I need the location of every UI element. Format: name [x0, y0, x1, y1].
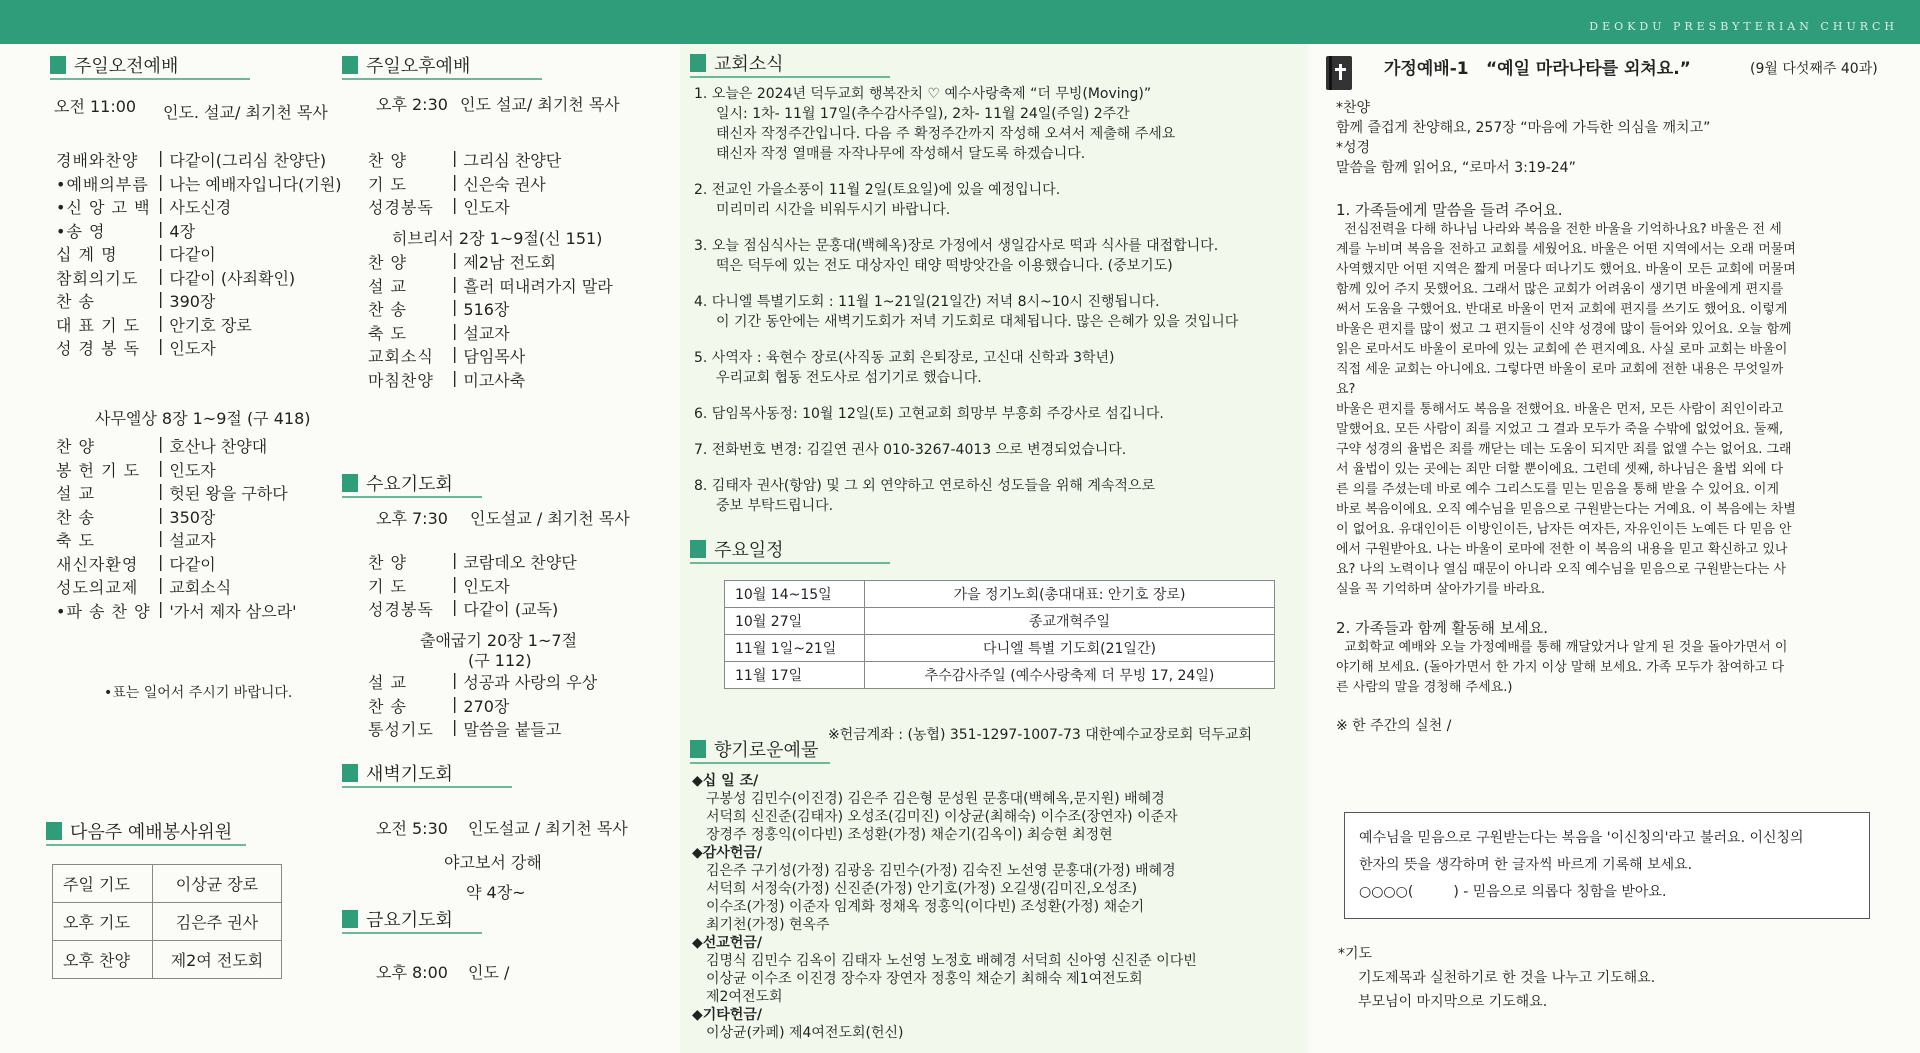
order-label: 새신자환영 — [56, 554, 139, 574]
order-label: 찬 양 — [368, 151, 407, 170]
offering-names: 이상균(카페) 제4여전도회(헌신) — [706, 1025, 904, 1041]
column-family-worship — [1308, 44, 1920, 1053]
order-label: 마침찬양 — [368, 370, 434, 390]
order-label: 설 교 — [368, 276, 407, 296]
section-marker-icon — [342, 474, 358, 492]
order-separator: | — [158, 242, 164, 261]
next-week-table — [52, 864, 282, 979]
section2-line: 른 사람의 말을 경청해 주세요.) — [1336, 680, 1513, 695]
offering-title: 향기로운예물 — [714, 740, 819, 761]
order-label: 기 도 — [368, 576, 407, 596]
news-item-title: 2. 전교인 가을소풍이 11월 2일(토요일)에 있을 예정입니다. — [694, 182, 1061, 198]
news-list — [694, 84, 1294, 532]
section1-line: 구약 성경의 율법은 죄를 깨닫는 데는 도움이 되지만 죄를 없앨 수는 없어요. 그래 — [1336, 442, 1792, 457]
order-separator: | — [158, 289, 164, 308]
order-separator: | — [452, 597, 458, 616]
news-title: 교회소식 — [714, 54, 784, 75]
order-value: 인도자 — [463, 576, 510, 596]
offering-names: 장경주 정홍익(이다빈) 조성환(가정) 채순기(김옥이) 최승현 최정현 — [706, 827, 1113, 843]
order-value: 4장 — [169, 221, 196, 241]
practice-box — [1344, 812, 1870, 919]
order-value: 그리심 찬양단 — [463, 151, 562, 170]
order-value: 흘러 떠내려가지 말라 — [463, 276, 613, 296]
order-item — [56, 434, 267, 457]
date-cell: 11월 17일 — [725, 662, 865, 689]
offering-group-title: ◆기타헌금/ — [692, 1007, 762, 1023]
order-separator: | — [452, 148, 458, 167]
order-separator: | — [452, 195, 458, 214]
wednesday-title: 수요기도회 — [366, 474, 453, 495]
order-value: 제2남 전도회 — [463, 253, 556, 272]
column-news — [680, 44, 1308, 1053]
order-item — [368, 172, 546, 195]
order-label: 통성기도 — [368, 720, 434, 739]
order-label: 봉 헌 기 도 — [56, 460, 141, 480]
date-cell: 10월 14~15일 — [725, 581, 865, 608]
schedule-section-header — [690, 536, 784, 562]
news-item-title: 1. 오늘은 2024년 덕두교회 행복잔치 ♡ 예수사랑축제 “더 무빙(Moving)” — [694, 86, 1152, 102]
practice-line: ○○○○( ) - 믿음으로 의롭다 칭함을 받아요. — [1359, 884, 1667, 900]
event-cell: 추수감사주일 (예수사랑축제 더 무빙 17, 24일) — [865, 662, 1275, 689]
news-item-line: 일시: 1차- 11월 17일(추수감사주일), 2차- 11월 24일(주일) 2주간 — [716, 106, 1130, 122]
news-item-line: 태신자 작정 열매를 자작나무에 작성해서 달도록 하겠습니다. — [716, 146, 1086, 162]
offering-section-header — [690, 736, 818, 762]
morning-leader: 인도. 설교/ 최기천 목사 — [163, 103, 328, 122]
order-separator: | — [158, 457, 164, 477]
section1-line: 바울은 편지를 통해서도 복음을 전했어요. 바울은 먼저, 모든 사람이 죄인이라고 — [1336, 402, 1784, 417]
section1-line: 말했어요. 모든 사람이 죄를 지었고 그 결과 모두가 죽을 수밖에 없었어요. 둘째, — [1336, 422, 1784, 437]
order-separator: | — [452, 344, 458, 363]
divider — [690, 762, 830, 764]
order-separator: | — [158, 575, 164, 594]
wednesday-section-header — [342, 470, 453, 496]
order-separator: | — [452, 273, 458, 293]
section-marker-icon — [690, 740, 706, 758]
order-value: 교회소식 — [169, 578, 232, 597]
order-label: 찬 송 — [368, 300, 407, 319]
news-item — [694, 348, 1294, 388]
name-cell: 이상균 장로 — [152, 865, 281, 903]
role-cell: 오후 기도 — [53, 903, 153, 941]
order-item — [56, 266, 295, 289]
order-item — [56, 505, 215, 528]
family-title: 가정예배-1 — [1384, 59, 1469, 79]
dawn-chapter: 약 4장~ — [466, 883, 526, 902]
prayer-heading: *기도 — [1338, 946, 1373, 962]
news-item — [694, 292, 1294, 332]
standing-note: •표는 일어서 주시기 바랍니다. — [104, 685, 293, 701]
order-label: 성경봉독 — [368, 198, 434, 217]
order-label: 참회의기도 — [56, 268, 139, 288]
morning-time: 오전 11:00 — [54, 97, 137, 116]
order-value: 설교자 — [463, 323, 510, 343]
section1-line: 이 없어요. 유대인이든 이방인이든, 남자든 여자든, 자유인이든 노예든 다 믿음 안 — [1336, 522, 1792, 537]
order-value: 헛된 왕을 구하다 — [169, 484, 288, 503]
order-value: 호산나 찬양대 — [169, 437, 268, 456]
dawn-title: 새벽기도회 — [366, 764, 453, 785]
order-item — [56, 313, 252, 336]
order-label: 성도의교제 — [56, 578, 139, 597]
order-item — [56, 528, 216, 551]
order-label: 성경봉독 — [368, 600, 434, 619]
order-item — [56, 575, 231, 598]
order-label: 찬 양 — [368, 553, 407, 572]
family-body — [1336, 98, 1896, 736]
divider — [46, 844, 246, 846]
news-item-line: 중보 부탁드립니다. — [716, 498, 834, 514]
order-value: 코람데오 찬양단 — [463, 553, 577, 572]
news-item — [694, 440, 1294, 460]
offering-names: 서덕희 서정숙(가정) 신진준(가정) 안기호(가정) 오길생(김미진,오성조) — [706, 881, 1138, 897]
section1-line: 서 율법이 있는 곳에는 죄만 더할 뿐이에요. 그런데 셋째, 하나님은 율법 외에 다 — [1336, 462, 1784, 477]
order-separator: | — [452, 717, 458, 736]
order-label: •예배의부름 — [56, 174, 149, 194]
section1-line: 써서 도움을 구했어요. 반대로 바울이 먼저 교회에 편지를 쓰기도 했어요. 이렇게 — [1336, 302, 1788, 317]
section2-title: 2. 가족들과 함께 활동해 보세요. — [1336, 619, 1549, 637]
section-marker-icon — [342, 56, 358, 74]
news-item-line: 미리미리 시간을 비워두시기 바랍니다. — [716, 202, 951, 218]
divider — [342, 496, 482, 498]
news-item — [694, 84, 1294, 164]
order-item — [56, 148, 326, 171]
order-value: 인도자 — [169, 460, 216, 480]
dawn-section-header — [342, 760, 453, 786]
order-label: 성 경 봉 독 — [56, 339, 141, 358]
order-value: 다같이 — [169, 554, 216, 574]
news-item-title: 8. 김태자 권사(항암) 및 그 외 연약하고 연로하신 성도들을 위해 계속적으로 — [694, 478, 1155, 494]
order-value: 다같이 (사죄확인) — [169, 268, 296, 288]
prayer-line: 기도제목과 실천하기로 한 것을 나누고 기도해요. — [1358, 970, 1656, 986]
section1-line: 읽은 로마서도 바울이 로마에 있는 교회에 쓴 편지예요. 사실 로마 교회는 바울이 — [1336, 342, 1788, 357]
news-item-title: 7. 전화번호 변경: 김길연 권사 010-3267-4013 으로 변경되었습니다. — [694, 442, 1127, 458]
order-separator: | — [452, 320, 458, 340]
order-value: 다같이 (교독) — [463, 600, 559, 619]
order-label: 찬 양 — [56, 437, 95, 456]
table-row — [725, 662, 1275, 689]
role-cell: 주일 기도 — [53, 865, 153, 903]
order-value: 516장 — [463, 300, 510, 319]
section-marker-icon — [342, 764, 358, 782]
section2-line: 교회학교 예배와 오늘 가정예배를 통해 깨달았거나 알게 된 것을 돌아가면서 이 — [1336, 640, 1788, 655]
afternoon-title: 주일오후예배 — [366, 56, 471, 77]
order-value: 390장 — [169, 292, 216, 311]
order-separator: | — [452, 693, 458, 713]
morning-section-header — [50, 52, 178, 78]
order-separator: | — [158, 148, 164, 167]
column-morning — [0, 44, 340, 1053]
order-value: 270장 — [463, 696, 510, 716]
friday-section-header — [342, 906, 453, 932]
order-label: •신 앙 고 백 — [56, 198, 151, 217]
dawn-text: 야고보서 강해 — [444, 853, 542, 872]
order-value: 신은숙 권사 — [463, 174, 546, 194]
section1-line: 함께 있어 주지 못했어요. 그래서 많은 교회가 어려움이 생기면 바울에게 편지를 — [1336, 282, 1784, 297]
order-label: 십 계 명 — [56, 245, 118, 264]
divider — [50, 78, 250, 80]
order-label: 찬 송 — [56, 507, 95, 527]
prayer-text — [1338, 966, 1898, 1014]
news-item — [694, 476, 1294, 516]
role-cell: 오후 찬양 — [53, 941, 153, 979]
news-item-title: 6. 담임목사동정: 10월 12일(토) 고현교회 희망부 부흥회 주강사로 섬깁니다. — [694, 406, 1164, 422]
divider — [690, 76, 890, 78]
offering-names: 최기천(가정) 현옥주 — [706, 917, 830, 933]
praise-text: 함께 즐겁게 찬양해요, 257장 “마음에 가득한 의심을 깨치고” — [1336, 120, 1711, 136]
section-marker-icon — [50, 56, 66, 74]
order-value: 다같이(그리심 찬양단) — [169, 151, 327, 170]
order-item — [368, 250, 556, 273]
offering-group-title: ◆감사헌금/ — [692, 845, 762, 861]
offering-account: ※헌금계좌 : (농협) 351-1297-1007-73 대한예수교장로회 덕두교회 — [828, 727, 1253, 743]
section1-line: 직접 세운 교회는 아니에요. 그렇다면 바울이 로마 교회에 전한 내용은 무엇일까 — [1336, 362, 1784, 377]
order-separator: | — [158, 504, 164, 524]
friday-title: 금요기도회 — [366, 910, 453, 931]
news-section-header — [690, 50, 784, 76]
order-label: 찬 송 — [368, 696, 407, 716]
order-label: 찬 송 — [56, 292, 95, 311]
practice-line: 한자의 뜻을 생각하며 한 글자씩 바르게 기록해 보세요. — [1359, 857, 1693, 873]
order-item — [56, 219, 195, 242]
morning-scripture: 사무엘상 8장 1~9절 (구 418) — [95, 409, 311, 428]
section1-line: 요? — [1336, 382, 1356, 397]
next-week-header — [46, 818, 232, 844]
section1-line: 에서 구원받아요. 나는 바울이 로마에 전한 이 복음의 내용을 믿고 확신하고 있나 — [1336, 542, 1788, 557]
order-value: 성공과 사랑의 우상 — [463, 673, 598, 692]
schedule-title: 주요일정 — [714, 540, 784, 561]
friday-time: 오후 8:00 — [376, 963, 448, 982]
event-cell: 가을 정기노회(총대대표: 안기호 장로) — [865, 581, 1275, 608]
section1-line: 른 의를 주셨는데 바로 예수 그리스도를 믿는 믿음을 통해 받을 수 있어요. 이게 — [1336, 482, 1780, 497]
offering-names: 제2여전도회 — [706, 989, 783, 1005]
date-cell: 10월 27일 — [725, 608, 865, 635]
order-item — [368, 368, 525, 391]
order-item — [368, 670, 597, 693]
order-item — [56, 289, 215, 312]
afternoon-section-header — [342, 52, 470, 78]
order-separator: | — [158, 265, 164, 285]
order-separator: | — [452, 670, 458, 689]
section1-line: 바로 복음이에요. 오직 예수님을 믿음으로 구원받는다는 거예요. 이 복음에는 차별 — [1336, 502, 1796, 517]
offering-list — [692, 772, 1197, 1042]
order-value: 설교자 — [169, 531, 216, 550]
order-label: 설 교 — [368, 673, 407, 692]
order-item — [56, 195, 231, 218]
wednesday-time: 오후 7:30 — [376, 509, 448, 528]
name-cell: 김은주 권사 — [152, 903, 281, 941]
section2-line: 야기해 보세요. (돌아가면서 한 가지 이상 말해 보세요. 가족 모두가 참여하고 다 — [1336, 660, 1785, 675]
order-separator: | — [452, 171, 458, 191]
order-item — [56, 599, 297, 622]
order-separator: | — [158, 481, 164, 500]
order-value: 사도신경 — [169, 198, 232, 217]
order-separator: | — [158, 336, 164, 355]
order-item — [368, 274, 613, 297]
bible-text: 말씀을 함께 읽어요, “로마서 3:19-24” — [1336, 160, 1576, 176]
order-label: 축 도 — [56, 531, 95, 550]
order-separator: | — [452, 250, 458, 269]
order-value: 인도자 — [169, 339, 216, 358]
order-value: 말씀을 붙들고 — [463, 720, 562, 739]
section1-line: 전심전력을 다해 하나님 나라와 복음을 전한 바울을 기억하나요? 바울은 전 세 — [1336, 222, 1782, 237]
order-label: 찬 양 — [368, 253, 407, 272]
news-item-line: 우리교회 협동 전도사로 섬기기로 했습니다. — [716, 370, 982, 386]
order-item — [368, 195, 510, 218]
next-week-title: 다음주 예배봉사위원 — [70, 822, 233, 843]
table-row — [725, 608, 1275, 635]
order-item — [56, 481, 288, 504]
order-item — [56, 458, 216, 481]
order-value: 350장 — [169, 507, 216, 527]
family-week: (9월 다섯째주 40과) — [1750, 61, 1878, 77]
order-separator: | — [158, 434, 164, 453]
section1-line: 바울은 편지를 많이 썼고 그 편지들이 신약 성경에 많이 들어와 있어요. 오늘 함께 — [1336, 322, 1792, 337]
divider — [690, 562, 890, 564]
table-row — [725, 581, 1275, 608]
schedule-table — [724, 580, 1275, 689]
section1-line: 실을 꼭 기억하며 살아가기를 바라요. — [1336, 582, 1546, 597]
order-separator: | — [158, 218, 164, 238]
church-name: DEOKDU PRESBYTERIAN CHURCH — [1589, 20, 1898, 33]
afternoon-time: 오후 2:30 — [376, 95, 448, 114]
event-cell: 종교개혁주일 — [865, 608, 1275, 635]
order-value: '가서 제자 삼으라' — [169, 601, 297, 621]
dawn-time: 오전 5:30 — [376, 819, 448, 838]
afternoon-leader: 인도 설교/ 최기천 목사 — [460, 95, 620, 114]
order-item — [368, 574, 510, 597]
offering-names: 김명식 김민수 김옥이 김태자 노선영 노정호 배혜경 서덕희 신아영 신진준 이다빈 — [706, 953, 1197, 969]
news-item-title: 4. 다니엘 특별기도회 : 11월 1~21일(21일간) 저녁 8시~10시 진행됩니다. — [694, 294, 1160, 310]
offering-names: 구봉성 김민수(이진경) 김은주 김은형 문성원 문홍대(백혜옥,문지원) 배혜경 — [706, 791, 1165, 807]
top-banner — [0, 0, 1920, 44]
table-row — [53, 941, 282, 979]
prayer-line: 부모님이 마지막으로 기도해요. — [1358, 994, 1548, 1010]
order-item — [368, 694, 509, 717]
offering-group-title: ◆십 일 조/ — [692, 773, 759, 789]
order-value: 담임목사 — [463, 347, 526, 366]
order-item — [368, 297, 509, 320]
news-item-title: 3. 오늘 점심식사는 문홍대(백혜옥)장로 가정에서 생일감사로 떡과 식사를 대접합니다. — [694, 238, 1219, 254]
morning-title: 주일오전예배 — [74, 56, 179, 77]
table-row — [725, 635, 1275, 662]
practice-heading: ※ 한 주간의 실천 / — [1336, 718, 1452, 734]
order-label: 설 교 — [56, 484, 95, 503]
news-item — [694, 180, 1294, 220]
order-separator: | — [452, 367, 458, 387]
order-separator: | — [452, 573, 458, 593]
divider — [342, 78, 542, 80]
order-separator: | — [452, 550, 458, 569]
order-value: 인도자 — [463, 198, 510, 217]
divider — [342, 932, 482, 934]
section-marker-icon — [690, 540, 706, 558]
order-separator: | — [158, 598, 164, 618]
family-theme: “예일 마라나타를 외쳐요.” — [1486, 59, 1691, 79]
prayer-section — [1338, 942, 1898, 1014]
practice-line: 예수님을 믿음으로 구원받는다는 복음을 '이신칭의'라고 불러요. 이신칭의 — [1359, 830, 1804, 846]
table-row — [53, 903, 282, 941]
divider — [342, 786, 512, 788]
wednesday-leader: 인도설교 / 최기천 목사 — [470, 509, 630, 528]
order-separator: | — [158, 195, 164, 214]
order-item — [56, 552, 216, 575]
order-label: 교회소식 — [368, 347, 434, 366]
section-marker-icon — [690, 54, 706, 72]
afternoon-scripture: 히브리서 2장 1~9절(신 151) — [392, 229, 603, 248]
name-cell: 제2여 전도회 — [152, 941, 281, 979]
section-marker-icon — [46, 822, 62, 840]
order-label: 대 표 기 도 — [56, 315, 141, 335]
wednesday-scripture-ref: (구 112) — [468, 651, 532, 670]
bible-heading: *성경 — [1336, 140, 1371, 156]
wednesday-scripture: 출애굽기 20장 1~7절 — [420, 631, 578, 650]
order-label: •송 영 — [56, 221, 106, 241]
news-item-line: 태신자 작정주간입니다. 다음 주 확정주간까지 작성해 오셔서 제출해 주세요 — [716, 126, 1176, 142]
order-item — [56, 336, 216, 359]
order-item — [368, 148, 561, 171]
section1-line: 사역했지만 어떤 지역은 짧게 머물다 떠나기도 했어요. 바울이 모든 교회에 머물며 — [1336, 262, 1796, 277]
order-value: 안기호 장로 — [169, 315, 252, 335]
column-afternoon — [340, 44, 680, 1053]
section1-text — [1336, 220, 1896, 600]
order-separator: | — [158, 551, 164, 571]
news-item-title: 5. 사역자 : 육현수 장로(사직동 교회 은퇴장로, 고신대 신학과 3학년) — [694, 350, 1115, 366]
section-marker-icon — [342, 910, 358, 928]
friday-leader: 인도 / — [468, 963, 510, 982]
event-cell: 다니엘 특별 기도회(21일간) — [865, 635, 1275, 662]
order-separator: | — [452, 297, 458, 316]
order-item — [56, 172, 342, 195]
order-item — [368, 321, 510, 344]
order-separator: | — [158, 171, 164, 191]
order-separator: | — [158, 528, 164, 547]
section1-line: 계를 누비며 복음을 전하고 교회를 세웠어요. 바울은 어떤 지역에서는 오래 머물며 — [1336, 242, 1796, 257]
order-separator: | — [158, 312, 164, 332]
dawn-leader: 인도설교 / 최기천 목사 — [468, 819, 628, 838]
section2-text — [1336, 638, 1896, 698]
order-item — [56, 242, 216, 265]
offering-names: 이수조(가정) 이준자 임계화 정채옥 정홍익(이다빈) 조성환(가정) 채순기 — [706, 899, 1145, 915]
order-label: 기 도 — [368, 174, 407, 194]
news-item-line: 이 기간 동안에는 새벽기도회가 저녁 기도회로 대체됩니다. 많은 은혜가 있을 것입니다 — [716, 314, 1239, 330]
order-label: 축 도 — [368, 323, 407, 343]
order-item — [368, 597, 558, 620]
news-item — [694, 404, 1294, 424]
order-item — [368, 344, 525, 367]
order-label: •파 송 찬 양 — [56, 601, 151, 621]
date-cell: 11월 1일~21일 — [725, 635, 865, 662]
order-value: 미고사축 — [463, 370, 526, 390]
order-value: 나는 예배자입니다(기원) — [169, 174, 342, 194]
order-label: 경배와찬양 — [56, 151, 139, 170]
order-value: 다같이 — [169, 245, 216, 264]
order-item — [368, 550, 577, 573]
news-item — [694, 236, 1294, 276]
offering-group-title: ◆선교헌금/ — [692, 935, 762, 951]
offering-names: 김은주 구기성(가정) 김광옹 김민수(가정) 김숙진 노선영 문홍대(가정) 배혜경 — [706, 863, 1176, 879]
section1-line: 요? 나의 노력이나 열심 때문이 아니라 오직 예수님을 믿음으로 구원받는다는 사 — [1336, 562, 1787, 577]
news-item-line: 떡은 덕두에 있는 전도 대상자인 태양 떡방앗간을 이용했습니다. (중보기도) — [716, 258, 1173, 274]
praise-heading: *찬양 — [1336, 100, 1371, 116]
bible-icon — [1324, 52, 1356, 94]
section1-title: 1. 가족들에게 말씀을 들려 주어요. — [1336, 201, 1563, 219]
order-item — [368, 717, 561, 740]
offering-names: 서덕희 신진준(김태자) 오성조(김미진) 이상균(최해숙) 이수조(장연자) 이준자 — [706, 809, 1178, 825]
table-row — [53, 865, 282, 903]
offering-names: 이상균 이수조 이진경 장수자 장연자 정홍익 채순기 최해숙 제1여전도회 — [706, 971, 1143, 987]
